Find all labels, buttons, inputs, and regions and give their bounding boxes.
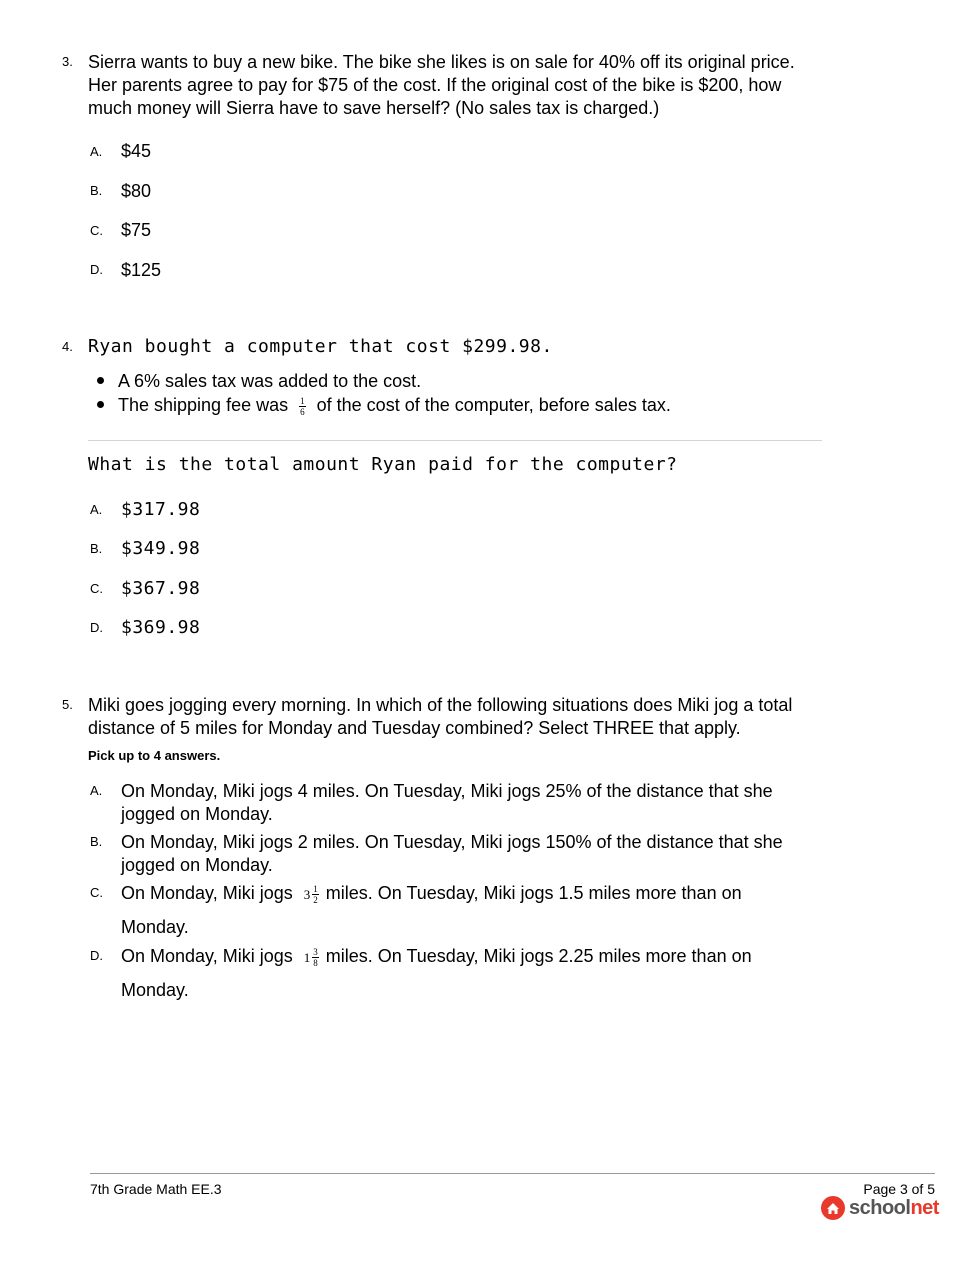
choice-letter: B. bbox=[90, 834, 103, 849]
bullet-item bbox=[97, 370, 421, 393]
bullet-icon bbox=[97, 401, 104, 408]
choice-line: jogged on Monday. bbox=[121, 855, 273, 875]
bullet-text: The shipping fee was bbox=[118, 395, 289, 415]
choice-option-b[interactable] bbox=[121, 831, 841, 877]
choice-option-d[interactable] bbox=[121, 945, 841, 1002]
choice-line: jogged on Monday. bbox=[121, 804, 273, 824]
choice-option-a[interactable]: $317.98 bbox=[121, 499, 201, 520]
choice-option-c[interactable]: $75 bbox=[121, 220, 152, 240]
footer-divider bbox=[90, 1173, 935, 1174]
choice-letter: B. bbox=[90, 183, 103, 198]
bullet-item bbox=[97, 394, 671, 417]
choice-letter: C. bbox=[90, 223, 103, 238]
choice-letter: B. bbox=[90, 541, 103, 556]
choice-option-b[interactable]: $349.98 bbox=[121, 538, 201, 559]
divider bbox=[88, 440, 822, 441]
footer-title: 7th Grade Math EE.3 bbox=[90, 1181, 222, 1197]
choice-option-a[interactable]: $45 bbox=[121, 141, 152, 161]
question-line: much money will Sierra have to save herself? (No sales tax is charged.) bbox=[88, 98, 660, 118]
schoolnet-logo bbox=[820, 1195, 939, 1221]
bullet-text: A 6% sales tax was added to the cost. bbox=[118, 371, 422, 391]
choice-line: On Monday, Miki jogs 1 $\frac{3}{8}$ miles. On Tuesday, Miki jogs 2.25 miles more than on bbox=[121, 946, 752, 968]
question-number: 5. bbox=[62, 697, 73, 712]
choice-line: On Monday, Miki jogs 2 miles. On Tuesday, Miki jogs 150% of the distance that she bbox=[121, 832, 783, 852]
answer-instruction: Pick up to 4 answers. bbox=[88, 748, 221, 763]
question-5-text bbox=[88, 694, 848, 740]
choice-line: On Monday, Miki jogs 3 $\frac{1}{2}$ miles. On Tuesday, Miki jogs 1.5 miles more than on bbox=[121, 883, 742, 905]
fraction: $\frac{3}{8}$ bbox=[313, 946, 318, 968]
bullet-text: of the cost of the computer, before sales tax. bbox=[316, 395, 671, 415]
choice-option-c[interactable]: $367.98 bbox=[121, 578, 201, 599]
fraction: $\frac{1}{2}$ bbox=[313, 883, 318, 905]
choice-letter: C. bbox=[90, 885, 103, 900]
logo-text-net: net bbox=[910, 1196, 939, 1219]
choice-letter: C. bbox=[90, 581, 103, 596]
question-number: 4. bbox=[62, 339, 73, 354]
logo-text-school: school bbox=[849, 1196, 911, 1219]
question-4-prompt: What is the total amount Ryan paid for the computer? bbox=[88, 454, 678, 475]
choice-letter: D. bbox=[90, 620, 103, 635]
question-number: 3. bbox=[62, 54, 73, 69]
page-number: Page 3 of 5 bbox=[863, 1181, 935, 1197]
question-line: Sierra wants to buy a new bike. The bike she likes is on sale for 40% off its original price. bbox=[88, 52, 795, 72]
fraction: $\frac{1}{6}$ bbox=[300, 395, 305, 417]
choice-option-b[interactable]: $80 bbox=[121, 181, 152, 201]
question-line: Her parents agree to pay for $75 of the cost. If the original cost of the bike is $200, how bbox=[88, 75, 782, 95]
question-4-stem: Ryan bought a computer that cost $299.98. bbox=[88, 336, 553, 357]
choice-option-d[interactable]: $369.98 bbox=[121, 617, 201, 638]
choice-line: Monday. bbox=[121, 980, 189, 1000]
choice-option-a[interactable] bbox=[121, 780, 841, 826]
choice-line: On Monday, Miki jogs 4 miles. On Tuesday, Miki jogs 25% of the distance that she bbox=[121, 781, 773, 801]
mixed-number-whole: 3 bbox=[303, 886, 311, 902]
choice-option-d[interactable]: $125 bbox=[121, 260, 162, 280]
choice-letter: A. bbox=[90, 502, 103, 517]
choice-letter: A. bbox=[90, 144, 103, 159]
choice-letter: D. bbox=[90, 262, 103, 277]
mixed-number-whole: 1 bbox=[303, 949, 311, 965]
house-icon bbox=[820, 1195, 846, 1221]
bullet-icon bbox=[97, 377, 104, 384]
choice-option-c[interactable] bbox=[121, 882, 841, 939]
choice-line: Monday. bbox=[121, 917, 189, 937]
choice-letter: A. bbox=[90, 783, 103, 798]
question-line: Miki goes jogging every morning. In which of the following situations does Miki jog a total bbox=[88, 695, 793, 715]
choice-letter: D. bbox=[90, 948, 103, 963]
question-3-text bbox=[88, 51, 848, 120]
question-line: distance of 5 miles for Monday and Tuesday combined? Select THREE that apply. bbox=[88, 718, 741, 738]
